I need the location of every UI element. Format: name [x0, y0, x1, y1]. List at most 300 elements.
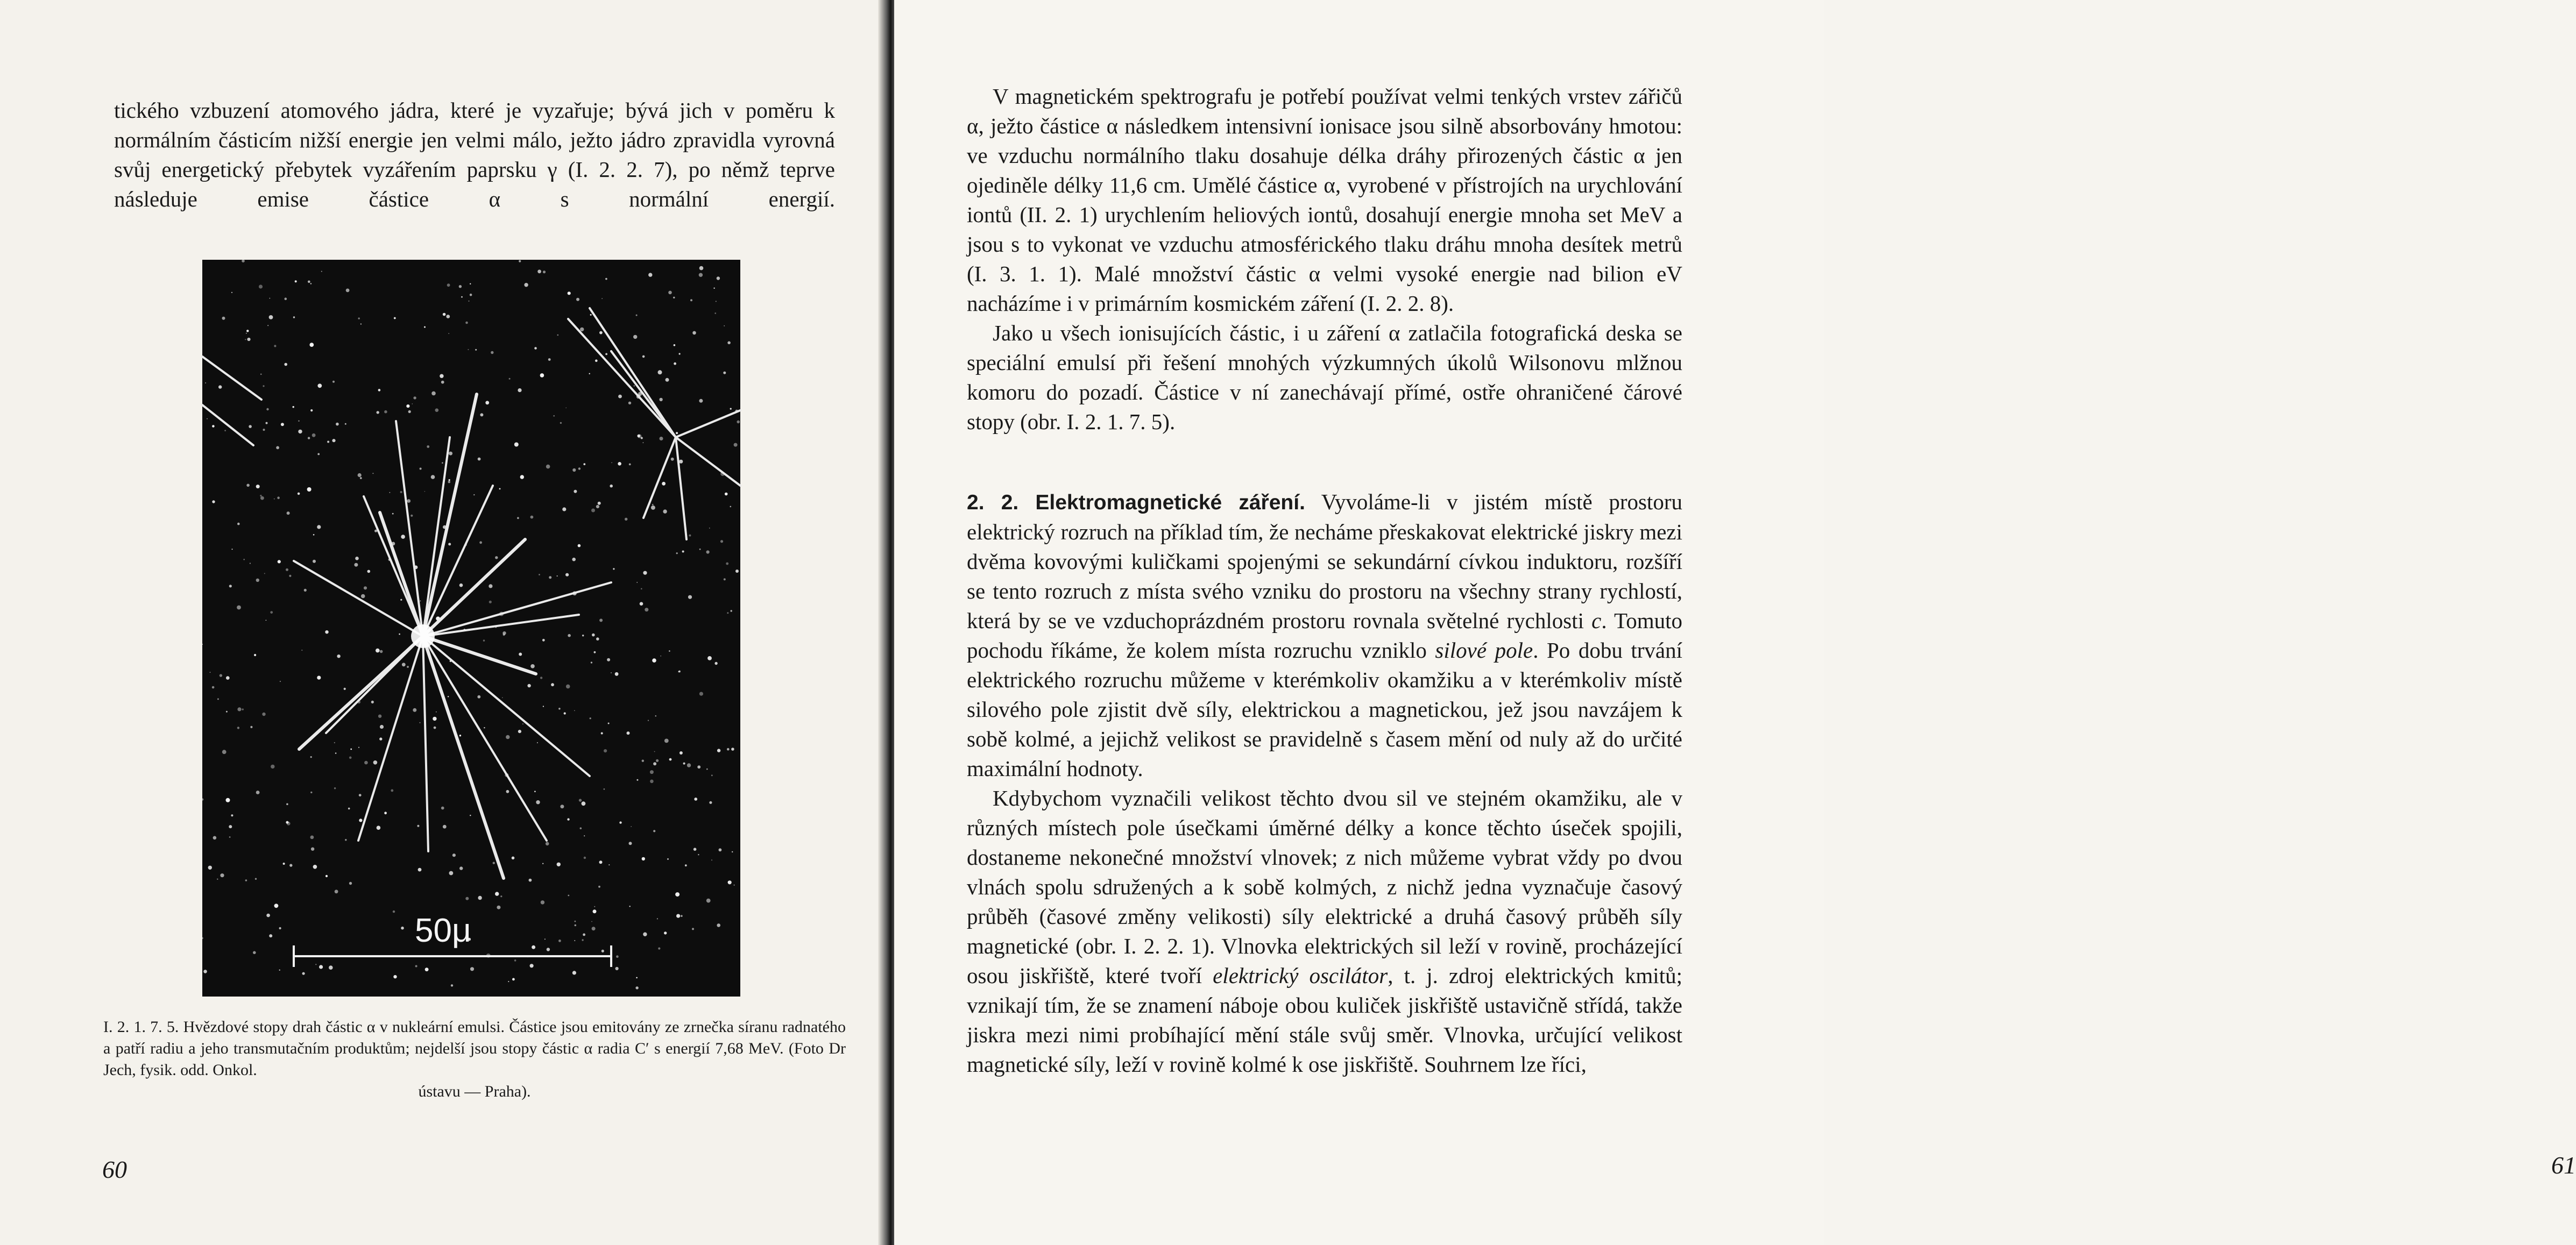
emulsion-grain — [332, 439, 335, 442]
emulsion-grain — [728, 881, 730, 883]
emulsion-grain — [640, 602, 643, 606]
term-silove-pole: silové pole — [1435, 638, 1533, 663]
emulsion-grain — [334, 742, 335, 743]
emulsion-grain — [641, 588, 642, 590]
emulsion-grain — [207, 418, 208, 419]
emulsion-grain — [384, 410, 387, 414]
emulsion-grain — [711, 859, 712, 860]
emulsion-grain — [289, 864, 292, 866]
emulsion-grain — [208, 866, 212, 870]
emulsion-grain — [737, 421, 740, 424]
emulsion-grain — [217, 698, 219, 700]
emulsion-grain — [687, 763, 691, 767]
emulsion-grain — [574, 940, 575, 941]
emulsion-grain — [589, 373, 590, 374]
emulsion-grain — [264, 573, 265, 574]
emulsion-grain — [714, 312, 716, 314]
emulsion-grain — [575, 924, 577, 927]
emulsion-grain — [413, 396, 416, 399]
emulsion-grain — [565, 573, 569, 577]
emulsion-grain — [448, 481, 451, 483]
emulsion-grain — [346, 289, 350, 293]
emulsion-grain — [565, 408, 567, 409]
emulsion-grain — [536, 800, 540, 804]
emulsion-grain — [321, 271, 322, 272]
emulsion-grain — [407, 666, 409, 668]
emulsion-grain — [568, 291, 571, 295]
emulsion-grain — [537, 269, 541, 273]
emulsion-grain — [301, 650, 302, 651]
emulsion-grain — [477, 695, 480, 699]
emulsion-grain — [530, 664, 535, 668]
emulsion-grain — [514, 443, 519, 447]
emulsion-grain — [636, 977, 638, 979]
emulsion-grain — [310, 283, 312, 284]
emulsion-grain — [580, 328, 584, 331]
emulsion-grain — [278, 560, 281, 563]
emulsion-grain — [354, 563, 358, 567]
emulsion-grain — [724, 325, 725, 326]
emulsion-grain — [557, 863, 561, 866]
caption-main: I. 2. 1. 7. 5. Hvězdové stopy drah částic α v nukleární emulsi. Částice jsou emitovány ze zrnečka síranu radnatého a patří radiu a jeho transmutačním produktům; nejdelší jsou stopy částic α radia C′ s energií 7,68 MeV. (Foto Dr Jech, fysik. odd. Onkol. — [103, 1018, 846, 1079]
emulsion-grain — [730, 408, 732, 410]
emulsion-grain — [599, 618, 603, 622]
emulsion-grain — [699, 266, 704, 271]
text-segment: Vyvoláme-li v jistém místě prostoru elektrický rozruch na příklad tím, že necháme přeskakovat elektrické jiskry mezi dvěma kovovými kuličkami spojenými se sekundární cívkou induktoru, rozšíří se tento rozruch z místa svého vzniku do prostoru na všechny strany rychlostí, která by se ve vzduchoprázdném prostoru rovnala světelné rychlosti — [967, 489, 1682, 633]
emulsion-grain — [246, 333, 247, 334]
emulsion-grain — [529, 879, 532, 882]
emulsion-grain — [399, 634, 400, 635]
emulsion-grain — [717, 276, 720, 280]
emulsion-grain — [224, 430, 226, 431]
emulsion-grain — [580, 827, 582, 829]
emulsion-grain — [266, 408, 268, 410]
text-segment: , t. j. zdroj elektrických kmitů; vznikají tím, že se znamení náboje obou kuliček jiskřiště ustavičně střídá, takže jiskra mezi nimi probíhající mění stále svůj směr. Vlnovka, určující velikost magnetické síly, leží v rovině kolmé k ose jiskřiště. Souhrnem lze říci, — [967, 963, 1682, 1077]
emulsion-grain — [596, 505, 599, 508]
emulsion-grain — [349, 882, 352, 885]
emulsion-grain — [345, 423, 346, 425]
emulsion-grain — [579, 799, 582, 801]
emulsion-grain — [699, 399, 703, 403]
emulsion-grain — [668, 291, 672, 295]
emulsion-grain — [408, 410, 411, 413]
emulsion-grain — [519, 653, 522, 656]
emulsion-grain — [650, 780, 654, 784]
emulsion-grain — [491, 351, 493, 354]
emulsion-grain — [266, 422, 268, 424]
emulsion-grain — [470, 294, 472, 296]
emulsion-grain — [591, 921, 592, 922]
emulsion-grain — [666, 378, 669, 382]
emulsion-grain — [205, 382, 206, 383]
emulsion-grain — [716, 301, 717, 302]
emulsion-grain — [713, 288, 714, 289]
emulsion-grain — [222, 317, 225, 320]
emulsion-grain — [277, 496, 280, 499]
emulsion-grain — [465, 897, 469, 900]
emulsion-grain — [237, 727, 239, 729]
emulsion-grain — [692, 928, 694, 930]
emulsion-grain — [336, 423, 339, 426]
emulsion-grain — [664, 931, 667, 934]
emulsion-grain — [256, 485, 260, 488]
emulsion-grain — [358, 317, 360, 319]
emulsion-grain — [317, 453, 320, 456]
emulsion-grain — [274, 903, 279, 908]
emulsion-grain — [499, 488, 501, 490]
emulsion-grain — [245, 879, 247, 881]
emulsion-grain — [592, 634, 595, 637]
emulsion-grain — [673, 297, 675, 298]
emulsion-grain — [255, 878, 257, 880]
emulsion-grain — [433, 717, 436, 721]
emulsion-grain — [417, 825, 419, 827]
emulsion-grain — [468, 349, 469, 350]
emulsion-grain — [401, 927, 404, 930]
emulsion-grain — [493, 862, 495, 864]
emulsion-grain — [350, 749, 352, 750]
emulsion-grain — [590, 717, 591, 719]
emulsion-grain — [451, 984, 453, 986]
emulsion-grain — [709, 528, 710, 529]
emulsion-grain — [201, 937, 203, 939]
emulsion-grain — [310, 756, 312, 758]
emulsion-grain — [578, 467, 581, 469]
emulsion-grain — [634, 386, 635, 387]
emulsion-grain — [732, 851, 733, 852]
emulsion-grain — [289, 575, 291, 577]
emulsion-grain — [293, 316, 295, 318]
emulsion-grain — [449, 452, 452, 456]
emulsion-grain — [699, 273, 703, 277]
emulsion-grain — [520, 475, 524, 479]
emulsion-grain — [480, 413, 483, 416]
emulsion-grain — [594, 651, 596, 653]
emulsion-grain — [527, 684, 530, 687]
emulsion-grain — [394, 317, 396, 319]
emulsion-grain — [317, 676, 321, 680]
emulsion-grain — [506, 735, 509, 739]
emulsion-grain — [636, 779, 638, 781]
emulsion-grain — [610, 485, 613, 488]
emulsion-grain — [717, 749, 720, 752]
emulsion-grain — [495, 556, 498, 559]
emulsion-grain — [558, 940, 561, 942]
emulsion-grain — [229, 836, 231, 838]
emulsion-grain — [317, 525, 321, 529]
emulsion-grain — [329, 965, 333, 970]
emulsion-grain — [307, 487, 312, 492]
emulsion-grain — [379, 737, 382, 740]
emulsion-grain — [688, 595, 692, 599]
emulsion-grain — [271, 765, 274, 769]
emulsion-grain — [734, 443, 738, 447]
emulsion-grain — [401, 535, 405, 539]
emulsion-grain — [286, 803, 288, 806]
emulsion-grain — [315, 964, 316, 965]
emulsion-grain — [683, 763, 685, 765]
emulsion-grain — [263, 385, 264, 387]
emulsion-grain — [459, 735, 461, 736]
emulsion-grain — [723, 372, 726, 374]
emulsion-grain — [489, 601, 492, 603]
emulsion-grain — [674, 344, 676, 346]
emulsion-grain — [485, 401, 489, 404]
emulsion-grain — [611, 672, 612, 673]
emulsion-grain — [262, 713, 265, 716]
emulsion-grain — [302, 972, 305, 975]
right-page-section — [967, 487, 1682, 1079]
emulsion-grain — [681, 915, 683, 917]
emulsion-grain — [618, 462, 621, 466]
emulsion-grain — [295, 280, 297, 282]
emulsion-grain — [443, 825, 447, 829]
emulsion-grain — [541, 900, 544, 904]
emulsion-grain — [596, 637, 599, 641]
emulsion-grain — [256, 791, 260, 794]
emulsion-grain — [537, 742, 538, 743]
emulsion-grain — [319, 965, 323, 969]
emulsion-grain — [509, 378, 511, 380]
emulsion-grain — [222, 750, 227, 754]
emulsion-photograph — [202, 260, 740, 997]
emulsion-grain — [654, 751, 655, 752]
emulsion-grain — [574, 490, 577, 493]
scale-bar-label: 50μ — [415, 912, 471, 949]
emulsion-grain — [542, 863, 543, 864]
emulsion-grain — [243, 559, 245, 560]
emulsion-grain — [212, 425, 215, 428]
term-oscilator: elektrický oscilátor — [1213, 963, 1388, 988]
emulsion-grain — [226, 711, 228, 713]
emulsion-grain — [724, 578, 726, 580]
emulsion-grain — [202, 644, 203, 645]
emulsion-grain — [653, 762, 656, 765]
emulsion-grain — [335, 752, 337, 754]
emulsion-grain — [246, 330, 249, 332]
emulsion-grain — [679, 353, 681, 354]
emulsion-grain — [270, 298, 271, 299]
emulsion-grain — [560, 805, 564, 808]
emulsion-grain — [344, 688, 346, 690]
emulsion-grain — [636, 582, 638, 583]
emulsion-grain — [591, 661, 592, 663]
emulsion-grain — [218, 385, 222, 388]
emulsion-grain — [711, 774, 713, 776]
emulsion-grain — [599, 331, 603, 335]
emulsion-grain — [642, 857, 645, 860]
emulsion-grain — [359, 794, 362, 796]
emulsion-grain — [546, 842, 549, 846]
emulsion-grain — [293, 406, 294, 408]
emulsion-grain — [247, 338, 250, 341]
emulsion-grain — [412, 403, 413, 404]
emulsion-grain — [557, 335, 559, 336]
emulsion-grain — [601, 950, 604, 952]
emulsion-grain — [613, 568, 614, 570]
emulsion-grain — [393, 910, 395, 913]
emulsion-grain — [279, 927, 281, 929]
emulsion-grain — [706, 550, 710, 553]
emulsion-grain — [441, 807, 444, 810]
emulsion-grain — [669, 650, 670, 652]
emulsion-grain — [727, 612, 728, 614]
emulsion-grain — [611, 463, 612, 464]
emulsion-grain — [483, 639, 485, 641]
emulsion-grain — [283, 863, 285, 865]
emulsion-grain — [637, 435, 640, 438]
emulsion-grain — [628, 402, 631, 404]
emulsion-grain — [635, 986, 638, 989]
emulsion-grain — [605, 353, 607, 355]
emulsion-grain — [619, 821, 621, 823]
emulsion-grain — [470, 283, 471, 284]
emulsion-grain — [539, 574, 540, 575]
emulsion-grain — [514, 959, 516, 962]
emulsion-grain — [237, 523, 240, 525]
emulsion-grain — [731, 610, 732, 611]
emulsion-grain — [285, 297, 287, 300]
emulsion-grain — [242, 708, 244, 710]
emulsion-grain — [310, 792, 312, 793]
emulsion-grain — [337, 654, 340, 658]
emulsion-grain — [652, 658, 656, 663]
emulsion-grain — [313, 865, 317, 869]
emulsion-grain — [473, 494, 475, 495]
emulsion-grain — [546, 465, 550, 469]
emulsion-grain — [648, 273, 652, 276]
emulsion-grain — [424, 491, 426, 492]
emulsion-grain — [260, 496, 264, 500]
emulsion-grain — [564, 712, 566, 714]
emulsion-grain — [415, 965, 417, 967]
emulsion-grain — [201, 798, 203, 800]
emulsion-grain — [246, 484, 250, 487]
emulsion-grain — [506, 790, 509, 793]
emulsion-grain — [212, 500, 215, 503]
emulsion-grain — [364, 761, 368, 765]
emulsion-grain — [643, 571, 647, 575]
emulsion-grain — [582, 635, 584, 636]
emulsion-grain — [643, 933, 647, 936]
emulsion-grain — [402, 663, 406, 666]
emulsion-grain — [270, 611, 273, 614]
emulsion-grain — [361, 594, 365, 599]
emulsion-grain — [407, 499, 411, 503]
emulsion-grain — [568, 895, 569, 897]
emulsion-grain — [308, 437, 310, 439]
emulsion-grain — [735, 570, 739, 573]
emulsion-grain — [269, 934, 272, 937]
emulsion-grain — [629, 906, 631, 907]
emulsion-grain — [269, 315, 273, 319]
emulsion-grain — [286, 568, 288, 571]
emulsion-grain — [714, 662, 717, 665]
emulsion-grain — [359, 819, 362, 822]
emulsion-grain — [420, 722, 421, 723]
paragraph-emulsion: Jako u všech ionisujících částic, i u záření α zatlačila fotografická deska se speciální emulsí při řešení mnohých výzkumných úkolů Wilsonovu mlžnou komoru do pozadí. Částice v ní zanechávají přímé, ostře ohraničené čárové stopy (obr. I. 2. 1. 7. 5). — [967, 321, 1682, 434]
emulsion-grain — [567, 818, 569, 820]
emulsion-grain — [390, 492, 391, 493]
emulsion-grain — [557, 575, 558, 577]
emulsion-grain — [676, 432, 678, 434]
emulsion-grain — [411, 515, 413, 517]
emulsion-grain — [334, 787, 336, 789]
emulsion-grain — [658, 370, 662, 374]
emulsion-grain — [592, 927, 596, 930]
emulsion-grain — [543, 271, 546, 273]
emulsion-grain — [406, 404, 409, 408]
emulsion-grain — [598, 502, 601, 505]
emulsion-grain — [284, 363, 287, 366]
emulsion-grain — [655, 715, 656, 716]
emulsion-grain — [400, 491, 402, 493]
emulsion-grain — [674, 362, 676, 365]
emulsion-grain — [226, 676, 230, 680]
emulsion-grain — [678, 671, 680, 673]
emulsion-grain — [542, 639, 545, 642]
emulsion-grain — [530, 516, 534, 519]
emulsion-grain — [226, 798, 230, 802]
emulsion-grain — [231, 292, 232, 293]
emulsion-grain — [287, 511, 290, 515]
emulsion-grain — [461, 296, 463, 298]
alpha-track-star-image — [202, 260, 740, 997]
emulsion-grain — [659, 398, 662, 401]
emulsion-grain — [502, 697, 503, 698]
emulsion-grain — [643, 442, 644, 443]
emulsion-grain — [250, 726, 252, 728]
emulsion-grain — [478, 458, 481, 461]
page-number-left: 60 — [102, 1156, 127, 1183]
emulsion-grain — [689, 535, 691, 537]
emulsion-grain — [335, 890, 338, 893]
emulsion-grain — [717, 923, 720, 927]
emulsion-grain — [524, 283, 528, 287]
emulsion-grain — [349, 757, 352, 759]
emulsion-grain — [267, 325, 268, 326]
emulsion-grain — [605, 278, 607, 280]
emulsion-grain — [679, 460, 683, 464]
emulsion-grain — [448, 333, 449, 334]
emulsion-grain — [260, 495, 261, 496]
emulsion-grain — [280, 681, 281, 682]
text-segment: Kdybychom vyznačili velikost těchto dvou sil ve stejném okamžiku, ale v různých místech pole úsečkami úměrné délky a konce těchto úseček spojili, dostaneme nekonečné množství vlnovek; z nich můžeme vybrat vždy po dvou vlnách spolu sdružených a k sobě kolmých, z nichž jedna vyznačuje časový průběh (časové změny velikosti) síly elektrické a druhá časový průběh síly magnetické (obr. I. 2. 2. 1). Vlnovka elektrických sil leží v rovině, procházející osou jiskřiště, které tvoří — [967, 786, 1682, 988]
emulsion-grain — [574, 710, 575, 712]
emulsion-grain — [583, 934, 585, 936]
symbol-c: c — [1591, 608, 1602, 633]
emulsion-grain — [431, 475, 435, 479]
emulsion-grain — [650, 770, 654, 774]
emulsion-grain — [360, 477, 362, 479]
emulsion-grain — [629, 464, 631, 466]
emulsion-grain — [378, 715, 381, 718]
emulsion-grain — [470, 815, 471, 816]
emulsion-grain — [572, 468, 576, 472]
emulsion-grain — [706, 769, 708, 770]
emulsion-grain — [279, 970, 280, 971]
emulsion-grain — [436, 712, 437, 713]
emulsion-grain — [449, 479, 450, 481]
paragraph-spectrograph: V magnetickém spektrografu je potřebí používat velmi tenkých vrstev zářičů α, ježto částice α následkem intensivní ionisace jsou silně absorbovány hmotou: ve vzduchu normálního tlaku dosahuje délka dráhy přirozených částic α jen ojediněle délky 11,6 cm. Umělé částice α, vyrobené v přístrojích na urychlování iontů (II. 2. 1) urychlením heliových iontů, dosahují energie mnoha set MeV a jsou s to vykonat ve vzduchu atmosférického tlaku dráhu mnoha desítek metrů (I. 3. 1. 1). Malé množství částic α velmi vysoké energie nad bilion eV nacházíme i v primárním kosmickém záření (I. 2. 2. 8). — [967, 84, 1682, 316]
emulsion-grain — [530, 964, 534, 967]
emulsion-grain — [682, 551, 684, 553]
emulsion-grain — [465, 322, 468, 324]
emulsion-grain — [667, 858, 669, 860]
emulsion-grain — [582, 939, 583, 941]
emulsion-grain — [442, 462, 443, 464]
emulsion-grain — [475, 349, 477, 351]
